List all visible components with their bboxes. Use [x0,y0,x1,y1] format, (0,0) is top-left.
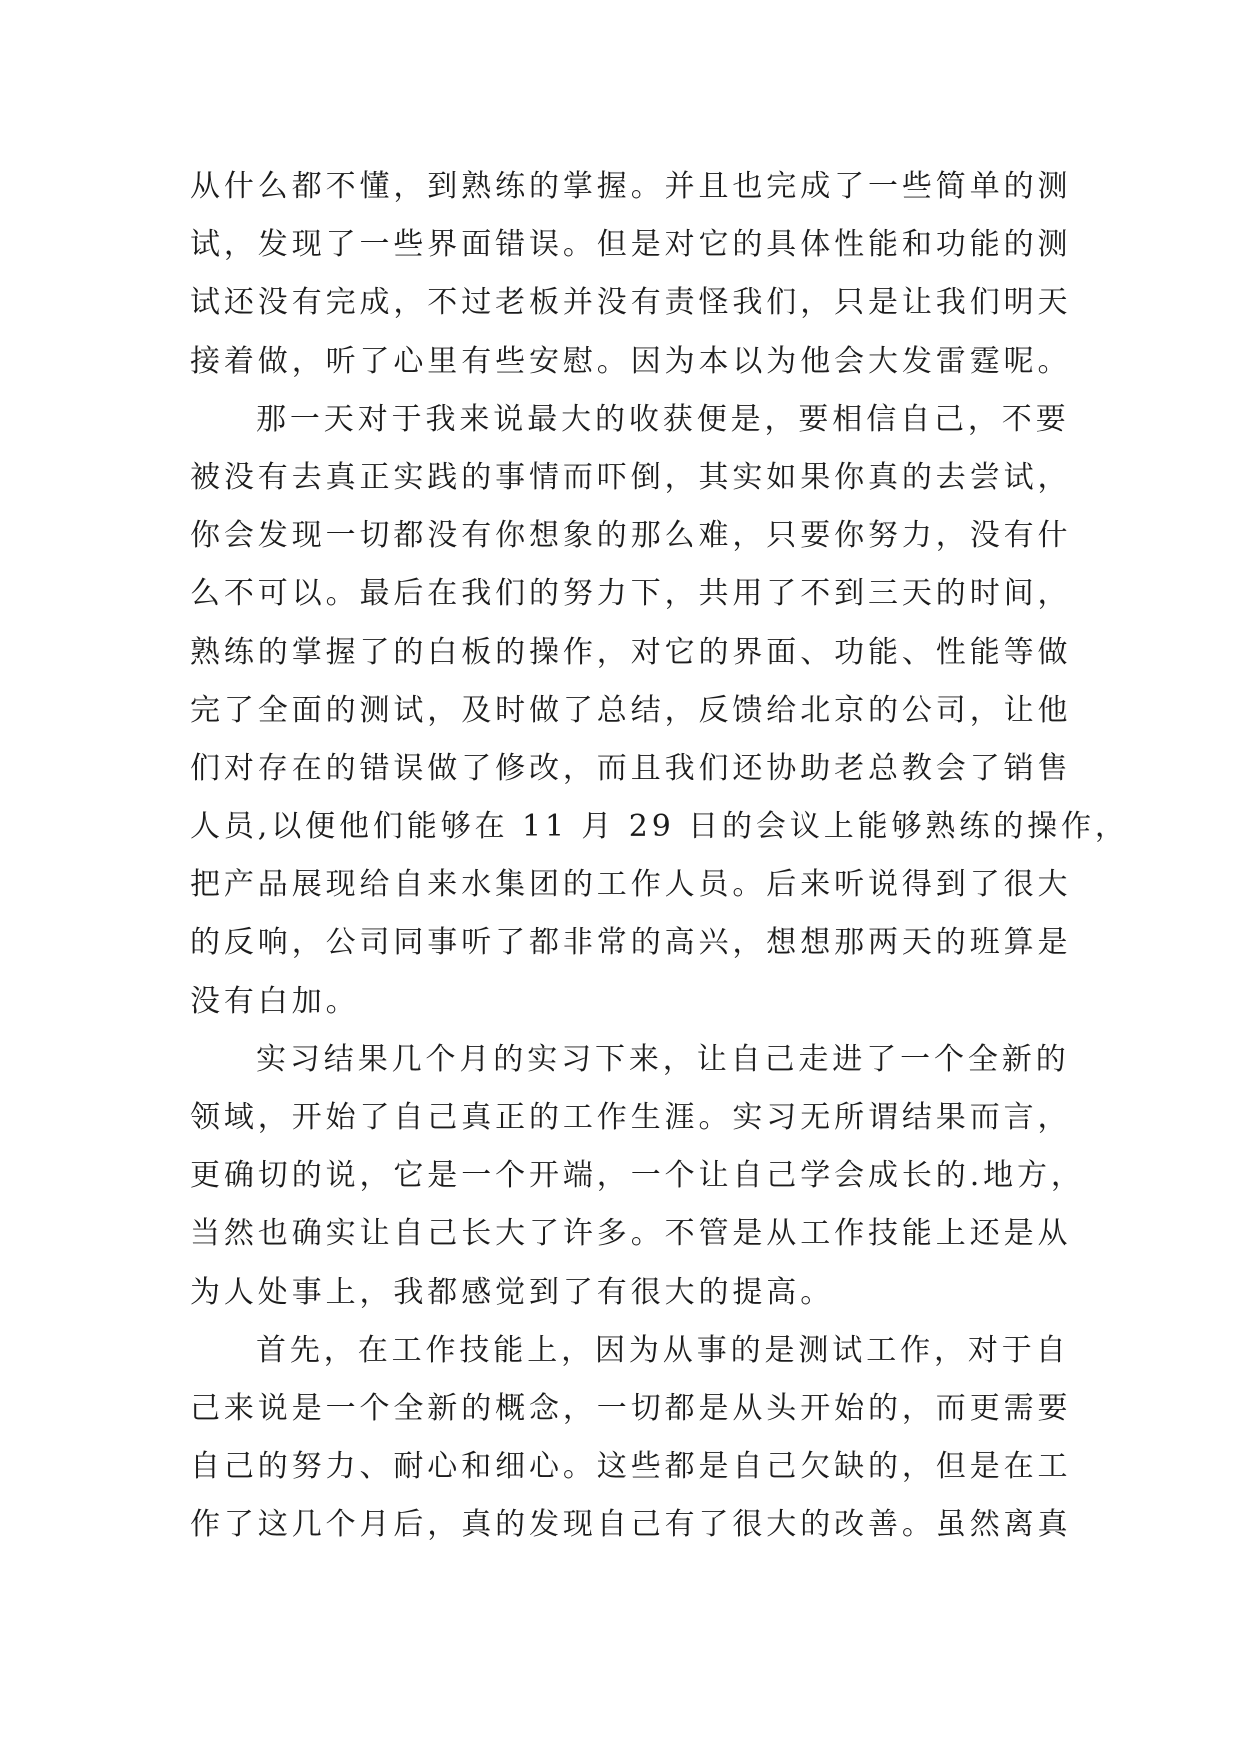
paragraph-2 [190,391,1129,1031]
text-line: 接着做，听了心里有些安慰。因为本以为他会大发雷霆呢。 [190,343,1072,379]
text-line: 么不可以。最后在我们的努力下，共用了不到三天的时间， [190,576,1072,612]
text-line: 没有白加。 [190,983,360,1019]
text-line: 作了这几个月后，真的发现自己有了很大的改善。虽然离真 [190,1507,1072,1543]
text-line: 人员,以便他们能够在 11 月 29 日的会议上能够熟练的操作， [190,809,1129,845]
text-line: 当然也确实让自己长大了许多。不管是从工作技能上还是从 [190,1216,1072,1252]
paragraph-3 [190,1031,1085,1322]
text-line: 完了全面的测试，及时做了总结，反馈给北京的公司，让他 [190,692,1072,728]
document-page [190,158,1129,1555]
text-line: 从什么都不懂，到熟练的掌握。并且也完成了一些简单的测 [190,169,1072,204]
text-line: 实习结果几个月的实习下来，让自己走进了一个全新的 [256,1041,1070,1077]
text-line: 被没有去真正实践的事情而吓倒，其实如果你真的去尝试， [190,459,1072,495]
text-line: 试，发现了一些界面错误。但是对它的具体性能和功能的测 [190,227,1072,263]
text-line: 己来说是一个全新的概念，一切都是从头开始的，而更需要 [190,1390,1072,1426]
text-line: 你会发现一切都没有你想象的那么难，只要你努力，没有什 [190,518,1072,554]
text-line: 把产品展现给自来水集团的工作人员。后来听说得到了很大 [190,867,1072,903]
text-line: 熟练的掌握了的白板的操作，对它的界面、功能、性能等做 [190,634,1072,670]
text-line: 试还没有完成，不过老板并没有责怪我们，只是让我们明天 [190,285,1072,321]
paragraph-4 [190,1322,1070,1555]
text-line: 的反响，公司同事听了都非常的高兴，想想那两天的班算是 [190,925,1072,961]
text-line: 那一天对于我来说最大的收获便是，要相信自己，不要 [256,401,1070,437]
text-line: 首先，在工作技能上，因为从事的是测试工作，对于自 [256,1332,1070,1368]
text-line: 们对存在的错误做了修改，而且我们还协助老总教会了销售 [190,750,1072,786]
text-line: 为人处事上，我都感觉到了有很大的提高。 [190,1274,835,1310]
text-line: 自己的努力、耐心和细心。这些都是自己欠缺的，但是在工 [190,1449,1072,1485]
text-line: 领域，开始了自己真正的工作生涯。实习无所谓结果而言， [190,1100,1072,1135]
text-line: 更确切的说，它是一个开端，一个让自己学会成长的.地方， [190,1158,1085,1194]
paragraph-1 [190,158,1070,391]
